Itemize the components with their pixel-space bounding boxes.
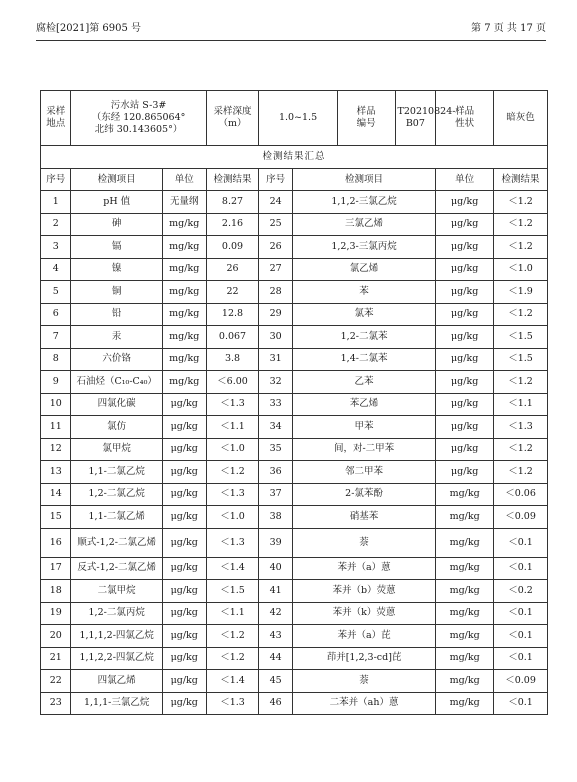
row-result-right: ＜0.06 [494, 483, 548, 506]
row-unit-right: mg/kg [436, 528, 494, 557]
row-unit-right: μg/kg [436, 281, 494, 304]
row-no-right: 46 [259, 692, 293, 715]
row-item-left: 镍 [71, 258, 162, 281]
row-item-left: 1,1,2,2-四氯乙烷 [71, 647, 162, 670]
row-unit-left: mg/kg [162, 236, 206, 259]
row-no-left: 21 [41, 647, 71, 670]
col-header-item-left: 检测项目 [71, 169, 162, 191]
row-result-right: ＜0.09 [494, 670, 548, 693]
row-unit-right: μg/kg [436, 461, 494, 484]
row-result-left: ＜1.3 [206, 393, 259, 416]
table-row [41, 528, 548, 557]
row-result-right: ＜1.2 [494, 213, 548, 236]
col-header-result-left: 检测结果 [206, 169, 259, 191]
sampling-depth-value: 1.0~1.5 [259, 91, 337, 146]
row-unit-left: μg/kg [162, 528, 206, 557]
row-result-left: ＜1.0 [206, 438, 259, 461]
col-header-no-left: 序号 [41, 169, 71, 191]
row-item-right: 苯乙烯 [292, 393, 435, 416]
row-item-right: 2-氯苯酚 [292, 483, 435, 506]
row-no-left: 12 [41, 438, 71, 461]
col-header-result-right: 检测结果 [494, 169, 548, 191]
table-row [41, 692, 548, 715]
row-unit-left: μg/kg [162, 506, 206, 529]
table-row [41, 236, 548, 259]
row-item-left: 铅 [71, 303, 162, 326]
row-no-left: 8 [41, 348, 71, 371]
table-row [41, 483, 548, 506]
row-result-right: ＜0.1 [494, 528, 548, 557]
row-unit-right: mg/kg [436, 506, 494, 529]
row-result-left: ＜1.4 [206, 557, 259, 580]
column-header-row [41, 169, 548, 191]
col-header-unit-right: 单位 [436, 169, 494, 191]
row-no-right: 36 [259, 461, 293, 484]
row-unit-left: μg/kg [162, 602, 206, 625]
row-unit-left: μg/kg [162, 438, 206, 461]
row-result-right: ＜1.2 [494, 461, 548, 484]
row-result-left: 22 [206, 281, 259, 304]
row-item-right: 硝基苯 [292, 506, 435, 529]
row-no-left: 14 [41, 483, 71, 506]
row-result-left: 8.27 [206, 191, 259, 214]
row-result-right: ＜1.0 [494, 258, 548, 281]
row-item-right: 苯 [292, 281, 435, 304]
row-item-right: 二苯并（ah）蒽 [292, 692, 435, 715]
row-item-right: 茚并[1,2,3-cd]芘 [292, 647, 435, 670]
table-row [41, 416, 548, 439]
summary-title: 检测结果汇总 [41, 146, 548, 169]
row-no-right: 41 [259, 580, 293, 603]
row-no-left: 13 [41, 461, 71, 484]
row-no-right: 25 [259, 213, 293, 236]
sample-nature-value: 暗灰色 [494, 91, 548, 146]
row-item-left: 铜 [71, 281, 162, 304]
row-unit-right: μg/kg [436, 416, 494, 439]
row-no-right: 34 [259, 416, 293, 439]
row-no-left: 15 [41, 506, 71, 529]
row-no-right: 40 [259, 557, 293, 580]
row-unit-left: μg/kg [162, 692, 206, 715]
row-unit-left: μg/kg [162, 483, 206, 506]
row-no-left: 17 [41, 557, 71, 580]
row-no-left: 18 [41, 580, 71, 603]
row-no-left: 11 [41, 416, 71, 439]
row-result-right: ＜0.1 [494, 692, 548, 715]
row-item-left: 四氯化碳 [71, 393, 162, 416]
table-row [41, 213, 548, 236]
col-header-item-right: 检测项目 [292, 169, 435, 191]
row-no-left: 22 [41, 670, 71, 693]
row-unit-left: mg/kg [162, 213, 206, 236]
table-row [41, 625, 548, 648]
row-no-right: 39 [259, 528, 293, 557]
row-unit-left: mg/kg [162, 258, 206, 281]
row-item-left: 1,2-二氯丙烷 [71, 602, 162, 625]
table-row [41, 326, 548, 349]
row-item-left: 二氯甲烷 [71, 580, 162, 603]
row-unit-right: μg/kg [436, 258, 494, 281]
row-no-right: 24 [259, 191, 293, 214]
row-result-left: ＜1.2 [206, 461, 259, 484]
row-no-right: 42 [259, 602, 293, 625]
table-row [41, 506, 548, 529]
row-item-left: pH 值 [71, 191, 162, 214]
row-result-left: ＜1.4 [206, 670, 259, 693]
table-row [41, 461, 548, 484]
row-result-right: ＜1.9 [494, 281, 548, 304]
row-result-left: ＜1.3 [206, 528, 259, 557]
row-item-right: 萘 [292, 528, 435, 557]
row-item-left: 1,2-二氯乙烷 [71, 483, 162, 506]
row-unit-right: μg/kg [436, 236, 494, 259]
row-result-left: 3.8 [206, 348, 259, 371]
row-unit-left: μg/kg [162, 416, 206, 439]
row-unit-left: μg/kg [162, 580, 206, 603]
row-item-left: 砷 [71, 213, 162, 236]
row-item-right: 苯并（k）荧蒽 [292, 602, 435, 625]
row-unit-right: mg/kg [436, 670, 494, 693]
test-results-table [40, 90, 548, 715]
row-item-left: 氯仿 [71, 416, 162, 439]
row-item-left: 汞 [71, 326, 162, 349]
row-result-right: ＜0.2 [494, 580, 548, 603]
row-result-left: ＜1.5 [206, 580, 259, 603]
row-result-right: ＜1.1 [494, 393, 548, 416]
row-no-right: 37 [259, 483, 293, 506]
row-item-right: 1,2,3-三氯丙烷 [292, 236, 435, 259]
row-item-right: 萘 [292, 670, 435, 693]
row-result-left: ＜1.1 [206, 416, 259, 439]
row-no-left: 1 [41, 191, 71, 214]
row-result-left: 0.067 [206, 326, 259, 349]
row-unit-right: μg/kg [436, 191, 494, 214]
row-result-right: ＜1.3 [494, 416, 548, 439]
row-result-left: ＜1.1 [206, 602, 259, 625]
row-unit-right: mg/kg [436, 557, 494, 580]
col-header-no-right: 序号 [259, 169, 293, 191]
row-no-right: 43 [259, 625, 293, 648]
row-item-left: 石油烃（C₁₀-C₄₀） [71, 371, 162, 394]
row-result-right: ＜1.2 [494, 236, 548, 259]
table-row [41, 580, 548, 603]
row-item-left: 氯甲烷 [71, 438, 162, 461]
row-result-right: ＜1.2 [494, 371, 548, 394]
row-unit-left: μg/kg [162, 393, 206, 416]
row-no-right: 35 [259, 438, 293, 461]
row-item-left: 六价铬 [71, 348, 162, 371]
table-row [41, 438, 548, 461]
row-unit-left: μg/kg [162, 647, 206, 670]
table-row [41, 371, 548, 394]
row-unit-left: μg/kg [162, 625, 206, 648]
table-row [41, 303, 548, 326]
row-no-right: 30 [259, 326, 293, 349]
row-item-right: 三氯乙烯 [292, 213, 435, 236]
row-item-right: 苯并（a）芘 [292, 625, 435, 648]
row-unit-right: μg/kg [436, 326, 494, 349]
row-result-right: ＜0.09 [494, 506, 548, 529]
row-unit-left: μg/kg [162, 670, 206, 693]
row-item-left: 1,1-二氯乙烯 [71, 506, 162, 529]
row-item-right: 乙苯 [292, 371, 435, 394]
row-unit-left: mg/kg [162, 371, 206, 394]
table-row [41, 348, 548, 371]
row-item-right: 苯并（b）荧蒽 [292, 580, 435, 603]
row-item-left: 1,1-二氯乙烷 [71, 461, 162, 484]
row-no-right: 33 [259, 393, 293, 416]
header-divider [36, 40, 546, 41]
row-result-left: ＜1.2 [206, 625, 259, 648]
row-result-right: ＜1.5 [494, 326, 548, 349]
row-unit-left: mg/kg [162, 326, 206, 349]
table-row [41, 258, 548, 281]
row-result-right: ＜0.1 [494, 625, 548, 648]
col-header-unit-left: 单位 [162, 169, 206, 191]
row-no-right: 28 [259, 281, 293, 304]
row-unit-left: mg/kg [162, 348, 206, 371]
row-item-right: 1,4-二氯苯 [292, 348, 435, 371]
page-header [36, 20, 546, 38]
row-result-left: 26 [206, 258, 259, 281]
row-item-left: 反式-1,2-二氯乙烯 [71, 557, 162, 580]
row-item-left: 四氯乙烯 [71, 670, 162, 693]
row-no-left: 3 [41, 236, 71, 259]
row-item-right: 间，对-二甲苯 [292, 438, 435, 461]
table-row [41, 602, 548, 625]
row-no-left: 2 [41, 213, 71, 236]
row-unit-right: mg/kg [436, 625, 494, 648]
row-no-right: 31 [259, 348, 293, 371]
table-row [41, 281, 548, 304]
row-no-left: 16 [41, 528, 71, 557]
row-result-right: ＜0.1 [494, 557, 548, 580]
row-no-right: 38 [259, 506, 293, 529]
sample-id-value: T20210824-B07 [395, 91, 436, 146]
row-no-left: 10 [41, 393, 71, 416]
row-item-left: 1,1,1-三氯乙烷 [71, 692, 162, 715]
row-result-left: ＜6.00 [206, 371, 259, 394]
sampling-location-value: 污水站 S-3# （东经 120.865064° 北纬 30.143605°） [71, 91, 206, 146]
table-row [41, 670, 548, 693]
row-result-right: ＜1.5 [494, 348, 548, 371]
row-result-left: 2.16 [206, 213, 259, 236]
row-no-left: 7 [41, 326, 71, 349]
row-item-right: 1,2-二氯苯 [292, 326, 435, 349]
row-no-left: 6 [41, 303, 71, 326]
row-unit-right: μg/kg [436, 393, 494, 416]
row-unit-right: μg/kg [436, 213, 494, 236]
row-unit-right: μg/kg [436, 348, 494, 371]
row-result-left: ＜1.3 [206, 692, 259, 715]
row-item-right: 甲苯 [292, 416, 435, 439]
row-unit-left: mg/kg [162, 303, 206, 326]
row-no-right: 29 [259, 303, 293, 326]
row-no-right: 44 [259, 647, 293, 670]
row-unit-right: mg/kg [436, 602, 494, 625]
page-info: 第 7 页 共 17 页 [471, 23, 546, 34]
row-result-left: 0.09 [206, 236, 259, 259]
sample-info-row [41, 91, 548, 146]
row-unit-left: 无量纲 [162, 191, 206, 214]
sample-nature-label: 样品 性状 [436, 91, 494, 146]
row-result-right: ＜1.2 [494, 191, 548, 214]
row-result-left: ＜1.3 [206, 483, 259, 506]
row-unit-right: mg/kg [436, 692, 494, 715]
table-row [41, 191, 548, 214]
row-no-left: 4 [41, 258, 71, 281]
row-result-right: ＜1.2 [494, 438, 548, 461]
summary-title-row [41, 146, 548, 169]
row-result-left: 12.8 [206, 303, 259, 326]
row-item-right: 氯苯 [292, 303, 435, 326]
row-unit-left: mg/kg [162, 281, 206, 304]
table-row [41, 557, 548, 580]
row-result-left: ＜1.2 [206, 647, 259, 670]
row-unit-right: mg/kg [436, 580, 494, 603]
row-no-left: 19 [41, 602, 71, 625]
row-no-right: 32 [259, 371, 293, 394]
document-number: 腐检[2021]第 6905 号 [36, 23, 142, 34]
row-result-right: ＜0.1 [494, 647, 548, 670]
row-unit-right: mg/kg [436, 647, 494, 670]
row-unit-right: μg/kg [436, 303, 494, 326]
row-unit-right: μg/kg [436, 438, 494, 461]
row-item-right: 氯乙烯 [292, 258, 435, 281]
sample-id-label: 样品 编号 [337, 91, 395, 146]
row-result-right: ＜1.2 [494, 303, 548, 326]
sampling-location-label: 采样地点 [41, 91, 71, 146]
table-row [41, 647, 548, 670]
sampling-depth-label: 采样深度 （m） [206, 91, 259, 146]
row-item-right: 苯并（a）蒽 [292, 557, 435, 580]
row-item-right: 邻二甲苯 [292, 461, 435, 484]
row-no-left: 9 [41, 371, 71, 394]
row-unit-right: mg/kg [436, 483, 494, 506]
row-no-left: 5 [41, 281, 71, 304]
row-item-left: 1,1,1,2-四氯乙烷 [71, 625, 162, 648]
row-no-right: 26 [259, 236, 293, 259]
row-no-right: 27 [259, 258, 293, 281]
row-unit-right: μg/kg [436, 371, 494, 394]
row-no-right: 45 [259, 670, 293, 693]
row-unit-left: μg/kg [162, 557, 206, 580]
row-no-left: 23 [41, 692, 71, 715]
row-no-left: 20 [41, 625, 71, 648]
row-unit-left: μg/kg [162, 461, 206, 484]
table-row [41, 393, 548, 416]
row-result-left: ＜1.0 [206, 506, 259, 529]
row-item-left: 镉 [71, 236, 162, 259]
row-item-left: 顺式-1,2-二氯乙烯 [71, 528, 162, 557]
row-item-right: 1,1,2-三氯乙烷 [292, 191, 435, 214]
row-result-right: ＜0.1 [494, 602, 548, 625]
